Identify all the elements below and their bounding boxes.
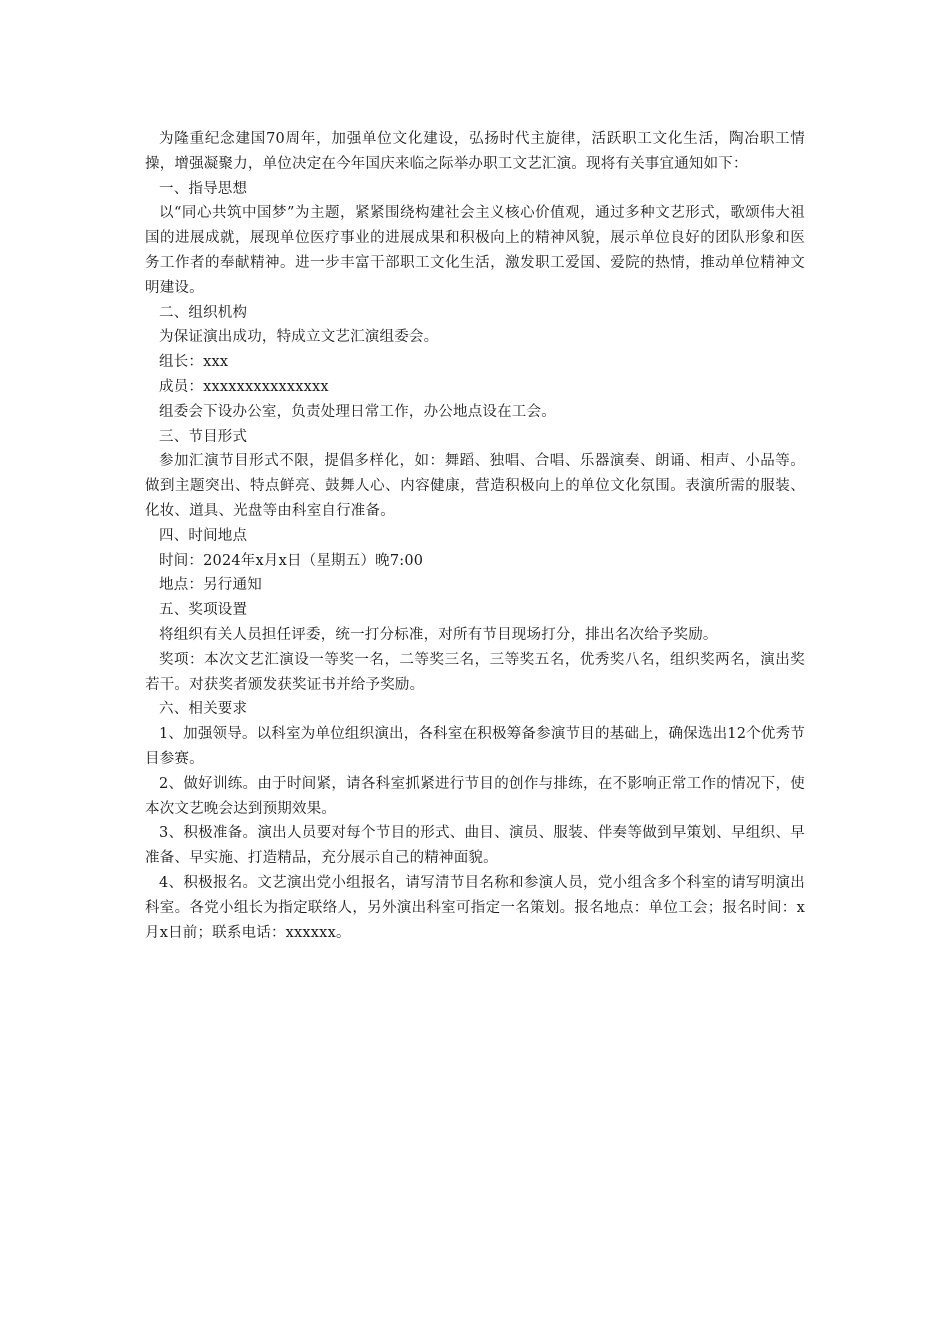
guiding-thought-paragraph: 以“同心共筑中国梦”为主题，紧紧围绕构建社会主义核心价值观，通过多种文艺形式，歌颂伟大祖国的进展成就，展现单位医疗事业的进展成果和积极向上的精神风貌，展示单位良好的团队形象和医务工作者的奉献精神。进一步丰富干部职工文化生活，激发职工爱国、爱院的热情，推动单位精神文明建设。 xyxy=(145,205,805,296)
requirement-1: 1、加强领导。以科室为单位组织演出，各科室在积极筹备参演节目的基础上，确保选出12个优秀节目参赛。 xyxy=(145,726,805,767)
office-paragraph: 组委会下设办公室，负责处理日常工作，办公地点设在工会。 xyxy=(159,403,556,420)
intro-paragraph: 为隆重纪念建国70周年，加强单位文化建设，弘扬时代主旋律，活跃职工文化生活，陶冶职工情操，增强凝聚力，单位决定在今年国庆来临之际举办职工文艺汇演。现将有关事宜通知如下： xyxy=(145,131,805,172)
section-heading-guiding-thought: 一、指导思想 xyxy=(159,180,248,197)
section-heading-time-place: 四、时间地点 xyxy=(159,527,248,544)
judging-paragraph: 将组织有关人员担任评委，统一打分标准，对所有节目现场打分，排出名次给予奖励。 xyxy=(159,626,718,643)
leader-line: 组长：xxx xyxy=(159,354,229,371)
awards-paragraph: 奖项：本次文艺汇演设一等奖一名，二等奖三名，三等奖五名，优秀奖八名，组织奖两名，演出奖若干。对获奖者颁发获奖证书并给予奖励。 xyxy=(145,651,805,693)
requirement-4: 4、积极报名。文艺演出党小组报名，请写清节目名称和参演人员，党小组含多个科室的请写明演出科室。各党小组长为指定联络人，另外演出科室可指定一名策划。报名地点：单位工会；报名时间：x月x日前；联系电话：xxxxxx。 xyxy=(145,874,805,941)
organization-paragraph: 为保证演出成功，特成立文艺汇演组委会。 xyxy=(159,329,439,346)
section-heading-requirements: 六、相关要求 xyxy=(159,701,248,718)
section-heading-program-format: 三、节目形式 xyxy=(159,428,248,445)
section-heading-awards: 五、奖项设置 xyxy=(159,602,248,619)
members-line: 成员：xxxxxxxxxxxxxxx xyxy=(159,378,329,395)
time-line: 时间：2024年x月x日（星期五）晚7:00 xyxy=(159,552,424,569)
requirement-2: 2、做好训练。由于时间紧，请各科室抓紧进行节目的创作与排练，在不影响正常工作的情况下，使本次文艺晚会达到预期效果。 xyxy=(145,775,805,817)
requirement-3: 3、积极准备。演出人员要对每个节目的形式、曲目、演员、服装、伴奏等做到早策划、早组织、早准备、早实施、打造精品，充分展示自己的精神面貌。 xyxy=(145,825,805,867)
document-body xyxy=(145,127,805,945)
place-line: 地点：另行通知 xyxy=(159,577,262,594)
section-heading-organization: 二、组织机构 xyxy=(159,304,248,321)
program-format-paragraph: 参加汇演节目形式不限，提倡多样化，如：舞蹈、独唱、合唱、乐器演奏、朗诵、相声、小品等。做到主题突出、特点鲜亮、鼓舞人心、内容健康，营造积极向上的单位文化氛围。表演所需的服装、化妆、道具、光盘等由科室自行准备。 xyxy=(145,453,805,519)
